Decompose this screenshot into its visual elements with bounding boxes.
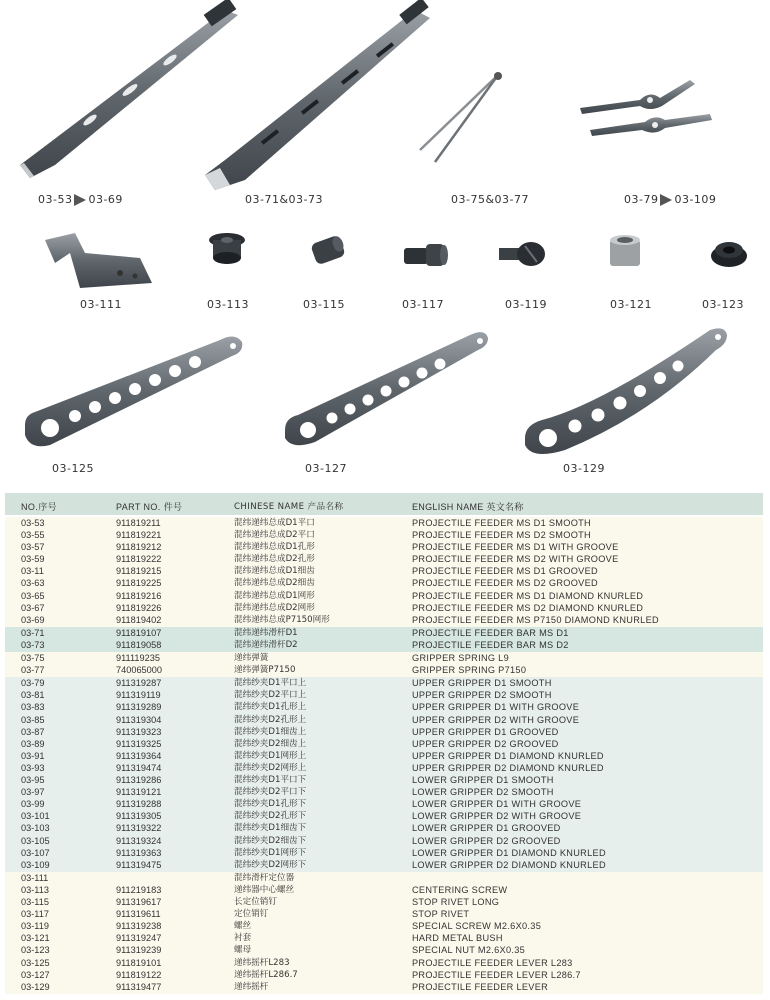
cell-chinese-name: 混纬纱夹D1细齿下	[234, 823, 307, 834]
header-no: NO.序号	[21, 502, 58, 512]
cell-chinese-name: 混纬递纬滑杆D2	[234, 639, 298, 650]
cell-english-name: PROJECTILE FEEDER MS P7150 DIAMOND KNURLED	[412, 614, 659, 625]
cell-english-name: PROJECTILE FEEDER MS D2 SMOOTH	[412, 530, 591, 541]
table-row	[5, 762, 763, 774]
cell-part-no: 911819107	[116, 627, 162, 638]
cell-no: 03-97	[21, 787, 45, 798]
special-screw-illustration	[495, 238, 550, 270]
table-row	[5, 969, 763, 981]
feeder-lever-illustration-03-127	[280, 320, 490, 450]
cell-english-name: PROJECTILE FEEDER BAR MS D1	[412, 627, 569, 638]
caption-03-75-03-77: 03-75&03-77	[451, 193, 530, 206]
table-row	[5, 908, 763, 920]
table-row	[5, 847, 763, 859]
cell-english-name: LOWER GRIPPER D2 SMOOTH	[412, 787, 554, 798]
table-row	[5, 541, 763, 553]
table-row-group	[5, 627, 763, 652]
cell-english-name: UPPER GRIPPER D2 WITH GROOVE	[412, 714, 580, 725]
cell-english-name: PROJECTILE FEEDER MS D2 DIAMOND KNURLED	[412, 602, 644, 613]
cell-chinese-name: 混纬纱夹D2孔形上	[234, 714, 307, 725]
cell-english-name: PROJECTILE FEEDER LEVER L286.7	[412, 969, 581, 980]
cell-english-name: SPECIAL SCREW M2.6X0.35	[412, 921, 542, 932]
table-row	[5, 932, 763, 944]
cell-chinese-name: 混纬纱夹D1平口下	[234, 775, 307, 786]
cell-english-name: LOWER GRIPPER D2 WITH GROOVE	[412, 811, 582, 822]
cell-chinese-name: 混纬纱夹D2细齿下	[234, 835, 307, 846]
table-row	[5, 944, 763, 956]
cell-part-no: 911319474	[116, 762, 162, 773]
table-row	[5, 577, 763, 589]
cell-no: 03-105	[21, 835, 50, 846]
cell-no: 03-99	[21, 799, 45, 810]
cell-part-no: 911319304	[116, 714, 162, 725]
cell-chinese-name: 混纬递纬总成D2平口	[234, 530, 315, 541]
feeder-lever-illustration-03-125	[20, 320, 245, 450]
cell-no: 03-111	[21, 872, 49, 883]
table-row	[5, 835, 763, 847]
table-row	[5, 602, 763, 614]
cell-chinese-name: 混纬递纬总成D2细齿	[234, 578, 315, 589]
caption-03-129: 03-129	[563, 462, 605, 475]
cell-chinese-name: 混纬纱夹D1孔形上	[234, 702, 307, 713]
table-row	[5, 565, 763, 577]
cell-chinese-name: 混纬递纬滑杆D1	[234, 627, 298, 638]
cell-part-no: 911819211	[116, 518, 161, 528]
cell-english-name: LOWER GRIPPER D1 DIAMOND KNURLED	[412, 847, 606, 858]
cell-chinese-name: 递纬器中心螺丝	[234, 884, 295, 895]
feeder-lever-illustration-03-129	[520, 320, 730, 460]
cell-english-name: LOWER GRIPPER D2 GROOVED	[412, 835, 561, 846]
parts-table	[5, 493, 763, 998]
cell-part-no: 911319617	[116, 897, 162, 908]
table-row	[5, 774, 763, 786]
cell-chinese-name: 混纬纱夹D2平口下	[234, 787, 307, 798]
cell-chinese-name: 混纬纱夹D2孔形下	[234, 811, 307, 822]
table-row	[5, 750, 763, 762]
caption-03-71-03-73: 03-71&03-73	[245, 193, 324, 206]
cell-part-no: 911319238	[116, 921, 162, 932]
table-row	[5, 896, 763, 908]
cell-part-no: 911319325	[116, 738, 162, 749]
cell-no: 03-73	[21, 639, 45, 650]
table-row	[5, 726, 763, 738]
cell-no: 03-55	[21, 530, 45, 541]
cell-english-name: UPPER GRIPPER D1 WITH GROOVE	[412, 702, 580, 713]
cell-part-no: 911819226	[116, 602, 162, 613]
cell-no: 03-101	[21, 811, 50, 822]
cell-chinese-name: 递纬弹簧P7150	[234, 665, 296, 676]
cell-part-no: 911319119	[116, 690, 161, 701]
table-row	[5, 859, 763, 871]
cell-english-name: UPPER GRIPPER D1 SMOOTH	[412, 678, 552, 689]
cell-no: 03-75	[21, 653, 45, 664]
table-row	[5, 677, 763, 689]
cell-chinese-name: 混纬递纬总成D1平口	[234, 518, 315, 528]
table-row-group	[5, 677, 763, 872]
range-arrow-icon	[74, 194, 86, 206]
cell-no: 03-57	[21, 542, 45, 553]
cell-english-name: HARD METAL BUSH	[412, 933, 503, 944]
stop-rivet-illustration	[400, 240, 450, 270]
cell-no: 03-127	[21, 969, 50, 980]
cell-chinese-name: 递纬弹簧	[234, 653, 269, 664]
cell-no: 03-91	[21, 750, 45, 761]
cell-chinese-name: 混纬递纬总成D1细齿	[234, 566, 315, 577]
cell-part-no: 911319247	[116, 933, 162, 944]
cell-no: 03-63	[21, 578, 45, 589]
cell-no: 03-113	[21, 884, 49, 895]
cell-part-no: 911219183	[116, 884, 162, 895]
cell-no: 03-93	[21, 762, 45, 773]
table-row	[5, 627, 763, 639]
cell-part-no: 911319323	[116, 726, 162, 737]
cell-chinese-name: 衬套	[234, 933, 252, 944]
cell-english-name: SPECIAL NUT M2.6X0.35	[412, 945, 526, 956]
cell-chinese-name: 混纬递纬总成D2网形	[234, 602, 315, 613]
cell-no: 03-115	[21, 897, 49, 908]
caption-03-117: 03-117	[402, 298, 444, 311]
cell-no: 03-67	[21, 602, 45, 613]
table-row	[5, 920, 763, 932]
caption-03-127: 03-127	[305, 462, 347, 475]
header-part-no: PART NO. 件号	[116, 502, 183, 512]
cell-no: 03-123	[21, 945, 50, 956]
table-row	[5, 884, 763, 896]
feeder-bar-illustration-03-71	[200, 0, 440, 190]
cell-part-no: 911319288	[116, 799, 162, 810]
cell-chinese-name: 混纬递纬总成D1孔形	[234, 542, 315, 553]
cell-part-no: 911319121	[116, 787, 162, 798]
cell-no: 03-121	[21, 933, 50, 944]
cell-chinese-name: 混纬纱夹D1网形上	[234, 750, 307, 761]
cell-part-no: 911819101	[116, 957, 162, 968]
caption-03-113: 03-113	[207, 298, 249, 311]
caption-03-115: 03-115	[303, 298, 345, 311]
cell-english-name: GRIPPER SPRING P7150	[412, 665, 527, 676]
cell-english-name: PROJECTILE FEEDER MS D2 WITH GROOVE	[412, 554, 619, 565]
caption-03-121: 03-121	[610, 298, 652, 311]
cell-english-name: UPPER GRIPPER D2 SMOOTH	[412, 690, 552, 701]
table-row	[5, 701, 763, 713]
cell-no: 03-83	[21, 702, 45, 713]
cell-part-no: 911319477	[116, 981, 162, 992]
cell-chinese-name: 混纬纱夹D1细齿上	[234, 726, 307, 737]
table-row	[5, 689, 763, 701]
cell-no: 03-71	[21, 627, 45, 638]
cell-chinese-name: 混纬纱夹D1孔形下	[234, 799, 307, 810]
cell-part-no: 911319363	[116, 847, 162, 858]
cell-english-name: PROJECTILE FEEDER MS D1 DIAMOND KNURLED	[412, 590, 644, 601]
cell-part-no: 911119235	[116, 653, 160, 664]
cell-chinese-name: 混纬递纬总成D2孔形	[234, 554, 315, 565]
cell-part-no: 911819402	[116, 614, 162, 625]
caption-03-123: 03-123	[702, 298, 744, 311]
cell-part-no: 911319305	[116, 811, 162, 822]
cell-part-no: 911319611	[116, 909, 161, 920]
cell-english-name: PROJECTILE FEEDER MS D2 GROOVED	[412, 578, 598, 589]
cell-chinese-name: 混纬纱夹D1网形下	[234, 847, 307, 858]
cell-chinese-name: 混纬递纬总成D1网形	[234, 590, 315, 601]
cell-part-no: 740065000	[116, 665, 162, 676]
caption-03-119: 03-119	[505, 298, 547, 311]
cell-english-name: UPPER GRIPPER D2 GROOVED	[412, 738, 559, 749]
cell-part-no: 911319324	[116, 835, 162, 846]
cell-english-name: STOP RIVET LONG	[412, 897, 500, 908]
cell-part-no: 911819216	[116, 590, 162, 601]
cell-part-no: 911319287	[116, 678, 162, 689]
table-row	[5, 981, 763, 993]
table-row	[5, 810, 763, 822]
table-row	[5, 553, 763, 565]
cell-english-name: LOWER GRIPPER D1 GROOVED	[412, 823, 561, 834]
cell-chinese-name: 混纬递纬总成P7150网形	[234, 614, 330, 625]
cell-no: 03-11	[21, 566, 44, 577]
centering-screw-illustration	[205, 230, 250, 270]
cell-no: 03-129	[21, 981, 50, 992]
header-chinese-name: CHINESE NAME 产品名称	[234, 502, 344, 512]
cell-english-name: PROJECTILE FEEDER BAR MS D2	[412, 639, 569, 650]
cell-no: 03-53	[21, 518, 45, 528]
table-row-group	[5, 872, 763, 994]
table-row	[5, 738, 763, 750]
cell-part-no: 911819225	[116, 578, 162, 589]
cell-no: 03-79	[21, 678, 45, 689]
cell-english-name: LOWER GRIPPER D2 DIAMOND KNURLED	[412, 859, 606, 870]
cell-no: 03-103	[21, 823, 50, 834]
cell-english-name: PROJECTILE FEEDER LEVER	[412, 981, 549, 992]
cell-no: 03-89	[21, 738, 45, 749]
cell-chinese-name: 混纬纱夹D2细齿上	[234, 738, 307, 749]
table-row	[5, 529, 763, 541]
table-row	[5, 714, 763, 726]
table-header	[5, 493, 763, 515]
cell-part-no: 911819058	[116, 639, 162, 650]
cell-no: 03-59	[21, 554, 45, 565]
cell-english-name: UPPER GRIPPER D1 DIAMOND KNURLED	[412, 750, 604, 761]
table-row	[5, 798, 763, 810]
cell-english-name: PROJECTILE FEEDER MS D1 SMOOTH	[412, 518, 591, 528]
cell-no: 03-119	[21, 921, 49, 932]
cell-part-no: 911819122	[116, 969, 162, 980]
cell-chinese-name: 混纬纱夹D2网形下	[234, 859, 307, 870]
cell-chinese-name: 混纬纱夹D1平口上	[234, 678, 307, 689]
cell-part-no: 911819215	[116, 566, 162, 577]
cell-chinese-name: 递纬摇杆L286.7	[234, 969, 298, 980]
cell-chinese-name: 混纬纱夹D2网形上	[234, 762, 307, 773]
cell-no: 03-69	[21, 614, 45, 625]
cell-chinese-name: 混纬纱夹D2平口上	[234, 690, 307, 701]
caption-03-125: 03-125	[52, 462, 94, 475]
cell-english-name: LOWER GRIPPER D1 WITH GROOVE	[412, 799, 582, 810]
feeder-bar-locator-illustration	[40, 228, 155, 298]
cell-no: 03-107	[21, 847, 50, 858]
cell-english-name: PROJECTILE FEEDER MS D1 WITH GROOVE	[412, 542, 619, 553]
cell-english-name: PROJECTILE FEEDER MS D1 GROOVED	[412, 566, 598, 577]
caption-03-111: 03-111	[80, 298, 122, 311]
cell-english-name: STOP RIVET	[412, 909, 470, 920]
cell-chinese-name: 螺丝	[234, 921, 252, 932]
table-row	[5, 957, 763, 969]
cell-no: 03-125	[21, 957, 50, 968]
cell-no: 03-81	[21, 690, 45, 701]
cell-part-no: 911819222	[116, 554, 162, 565]
cell-chinese-name: 混纬滑杆定位器	[234, 872, 295, 883]
cell-english-name: PROJECTILE FEEDER LEVER L283	[412, 957, 573, 968]
cell-no: 03-77	[21, 665, 45, 676]
header-english-name: ENGLISH NAME 英文名称	[412, 502, 524, 512]
cell-no: 03-117	[21, 909, 49, 920]
cell-part-no: 911319364	[116, 750, 162, 761]
table-row	[5, 872, 763, 884]
gripper-spring-illustration	[410, 70, 510, 170]
caption-03-79-03-109: 03-79 03-109	[624, 193, 717, 206]
table-row	[5, 517, 763, 529]
cell-english-name: GRIPPER SPRING L9	[412, 653, 510, 664]
cell-part-no: 911319286	[116, 775, 162, 786]
cell-chinese-name: 递纬摇杆L283	[234, 957, 290, 968]
cell-part-no: 911319289	[116, 702, 162, 713]
cell-english-name: CENTERING SCREW	[412, 884, 508, 895]
cell-chinese-name: 长定位销钉	[234, 897, 277, 908]
table-row	[5, 822, 763, 834]
cell-part-no: 911319322	[116, 823, 162, 834]
caption-03-53-03-69: 03-53 03-69	[38, 193, 123, 206]
table-row	[5, 639, 763, 651]
table-row	[5, 614, 763, 626]
cell-chinese-name: 螺母	[234, 945, 252, 956]
table-row	[5, 652, 763, 664]
cell-english-name: UPPER GRIPPER D1 GROOVED	[412, 726, 559, 737]
special-nut-illustration	[708, 236, 750, 270]
cell-english-name: UPPER GRIPPER D2 DIAMOND KNURLED	[412, 762, 604, 773]
cell-no: 03-65	[21, 590, 45, 601]
hard-metal-bush-illustration	[605, 234, 645, 272]
table-row	[5, 664, 763, 676]
cell-part-no: 911319475	[116, 859, 162, 870]
table-row	[5, 590, 763, 602]
cell-no: 03-95	[21, 775, 45, 786]
cell-chinese-name: 定位销钉	[234, 909, 269, 920]
cell-chinese-name: 递纬摇杆	[234, 981, 269, 992]
cell-no: 03-109	[21, 859, 50, 870]
cell-no: 03-85	[21, 714, 45, 725]
table-row-group	[5, 652, 763, 677]
cell-part-no: 911819212	[116, 542, 162, 553]
gripper-illustration	[570, 70, 720, 150]
cell-part-no: 911319239	[116, 945, 162, 956]
table-row-group	[5, 517, 763, 627]
cell-part-no: 911819221	[116, 530, 162, 541]
stop-rivet-long-illustration	[308, 234, 348, 266]
cell-english-name: LOWER GRIPPER D1 SMOOTH	[412, 775, 554, 786]
range-arrow-icon	[660, 194, 672, 206]
table-row	[5, 786, 763, 798]
cell-no: 03-87	[21, 726, 45, 737]
